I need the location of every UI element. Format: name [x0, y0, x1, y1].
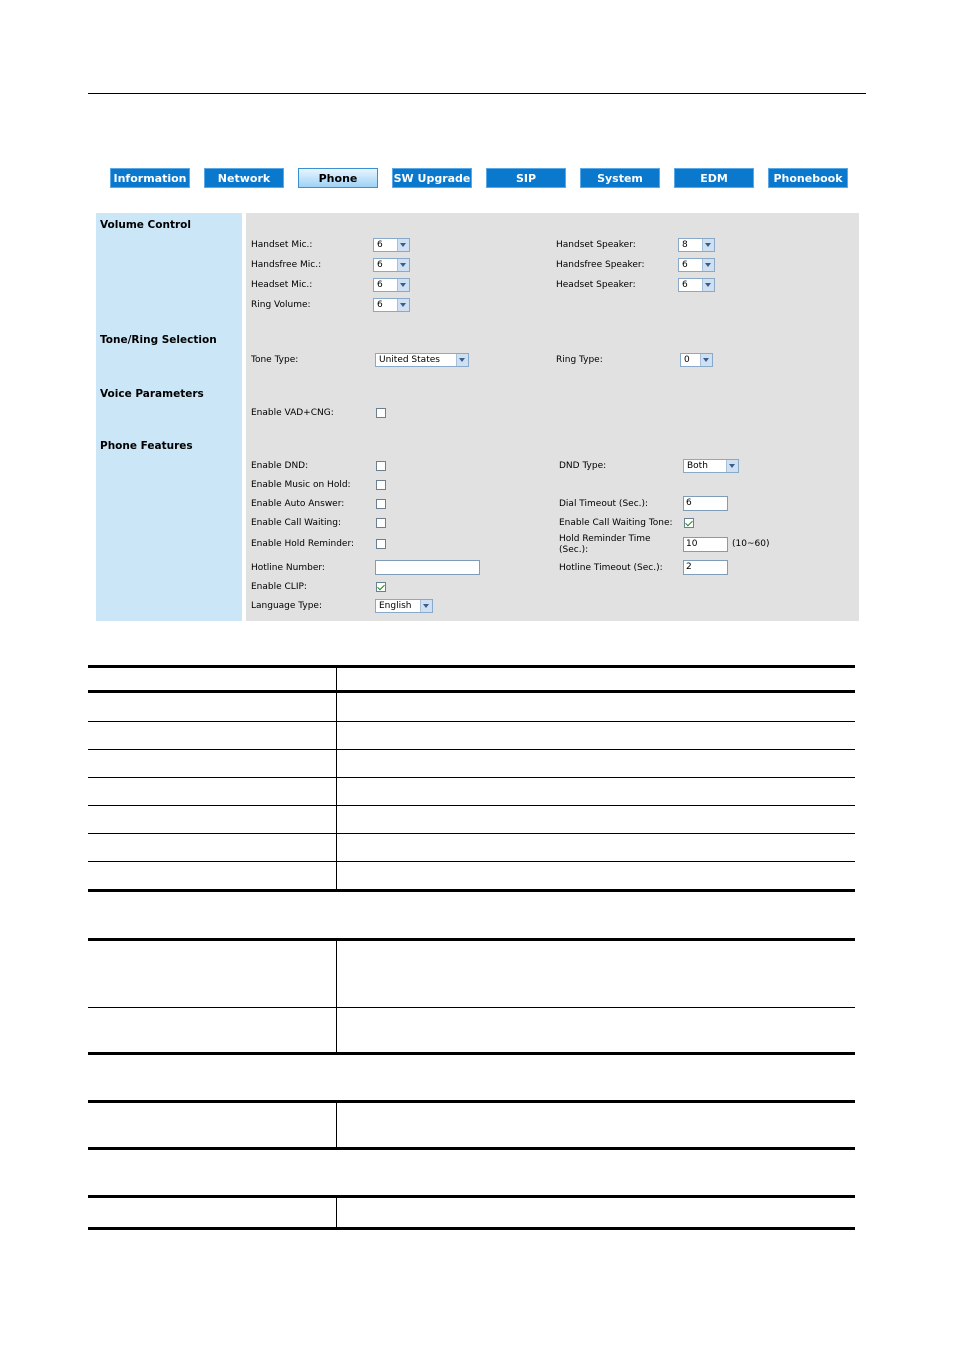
tab-system[interactable]: System — [580, 168, 660, 188]
clip-checkbox[interactable] — [376, 582, 386, 592]
table-rule — [88, 861, 855, 862]
table-column-divider — [336, 1103, 337, 1148]
hotline-timeout-input[interactable]: 2 — [683, 560, 728, 575]
chevron-down-icon — [726, 460, 738, 472]
dnd-checkbox[interactable] — [376, 461, 386, 471]
chevron-down-icon — [397, 279, 409, 291]
handset-speaker-select[interactable]: 8 — [678, 238, 715, 252]
ring-volume-label: Ring Volume: — [251, 300, 311, 310]
language-type-select[interactable]: English — [375, 599, 433, 613]
vad-cng-label: Enable VAD+CNG: — [251, 408, 334, 418]
chevron-down-icon — [397, 259, 409, 271]
tab-phone[interactable]: Phone — [298, 168, 378, 188]
table-rule — [88, 1100, 855, 1103]
hold-reminder-checkbox[interactable] — [376, 539, 386, 549]
chevron-down-icon — [456, 354, 468, 366]
chevron-down-icon — [397, 299, 409, 311]
dial-timeout-input[interactable]: 6 — [683, 496, 728, 511]
section-tone-ring-selection: Tone/Ring Selection — [100, 334, 217, 346]
table-rule — [88, 1227, 855, 1230]
table-column-divider — [336, 668, 337, 890]
handset-speaker-label: Handset Speaker: — [556, 240, 636, 250]
table-rule — [88, 805, 855, 806]
call-waiting-tone-checkbox[interactable] — [684, 518, 694, 528]
tab-information[interactable]: Information — [110, 168, 190, 188]
ring-volume-select[interactable]: 6 — [373, 298, 410, 312]
call-waiting-label: Enable Call Waiting: — [251, 518, 341, 528]
auto-answer-checkbox[interactable] — [376, 499, 386, 509]
handset-mic-select[interactable]: 6 — [373, 238, 410, 252]
handsfree-mic-label: Handsfree Mic.: — [251, 260, 322, 270]
hold-reminder-time-label: Hold Reminder Time (Sec.): — [559, 534, 651, 555]
tone-type-label: Tone Type: — [251, 355, 299, 365]
tab-phonebook[interactable]: Phonebook — [768, 168, 848, 188]
section-sidebar — [96, 213, 242, 621]
handsfree-mic-select[interactable]: 6 — [373, 258, 410, 272]
table-rule — [88, 833, 855, 834]
chevron-down-icon — [702, 259, 714, 271]
chevron-down-icon — [397, 239, 409, 251]
hold-reminder-range: (10~60) — [732, 539, 770, 549]
clip-label: Enable CLIP: — [251, 582, 307, 592]
table-rule — [88, 749, 855, 750]
table-rule — [88, 690, 855, 693]
hold-reminder-time-input[interactable]: 10 — [683, 537, 728, 552]
vad-cng-checkbox[interactable] — [376, 408, 386, 418]
handset-mic-label: Handset Mic.: — [251, 240, 313, 250]
chevron-down-icon — [420, 600, 432, 612]
table-rule — [88, 721, 855, 722]
table-rule — [88, 665, 855, 668]
dnd-type-label: DND Type: — [559, 461, 607, 471]
chevron-down-icon — [700, 354, 712, 366]
music-on-hold-label: Enable Music on Hold: — [251, 480, 351, 490]
table-rule — [88, 938, 855, 941]
tab-network[interactable]: Network — [204, 168, 284, 188]
dnd-type-select[interactable]: Both — [683, 459, 739, 473]
tab-sw-upgrade[interactable]: SW Upgrade — [392, 168, 472, 188]
chevron-down-icon — [702, 279, 714, 291]
page-header-rule — [88, 93, 866, 94]
table-rule — [88, 1147, 855, 1150]
hotline-number-input[interactable] — [375, 560, 480, 575]
dial-timeout-label: Dial Timeout (Sec.): — [559, 499, 649, 509]
dnd-label: Enable DND: — [251, 461, 309, 471]
tab-sip[interactable]: SIP — [486, 168, 566, 188]
hold-reminder-label: Enable Hold Reminder: — [251, 539, 355, 549]
settings-panel — [246, 213, 859, 621]
auto-answer-label: Enable Auto Answer: — [251, 499, 345, 509]
table-column-divider — [336, 941, 337, 1053]
table-rule — [88, 889, 855, 892]
headset-speaker-label: Headset Speaker: — [556, 280, 636, 290]
language-type-label: Language Type: — [251, 601, 322, 611]
headset-mic-select[interactable]: 6 — [373, 278, 410, 292]
tone-type-select[interactable]: United States — [375, 353, 469, 367]
call-waiting-checkbox[interactable] — [376, 518, 386, 528]
hotline-number-label: Hotline Number: — [251, 563, 325, 573]
headset-mic-label: Headset Mic.: — [251, 280, 313, 290]
call-waiting-tone-label: Enable Call Waiting Tone: — [559, 518, 673, 528]
music-on-hold-checkbox[interactable] — [376, 480, 386, 490]
handsfree-speaker-select[interactable]: 6 — [678, 258, 715, 272]
table-rule — [88, 1195, 855, 1198]
hotline-timeout-label: Hotline Timeout (Sec.): — [559, 563, 663, 573]
table-rule — [88, 1007, 855, 1008]
table-rule — [88, 777, 855, 778]
tab-edm[interactable]: EDM — [674, 168, 754, 188]
ring-type-select[interactable]: 0 — [680, 353, 713, 367]
section-volume-control: Volume Control — [100, 219, 191, 231]
handsfree-speaker-label: Handsfree Speaker: — [556, 260, 645, 270]
table-rule — [88, 1052, 855, 1055]
ring-type-label: Ring Type: — [556, 355, 603, 365]
table-column-divider — [336, 1198, 337, 1228]
headset-speaker-select[interactable]: 6 — [678, 278, 715, 292]
section-phone-features: Phone Features — [100, 440, 193, 452]
chevron-down-icon — [702, 239, 714, 251]
section-voice-parameters: Voice Parameters — [100, 388, 204, 400]
